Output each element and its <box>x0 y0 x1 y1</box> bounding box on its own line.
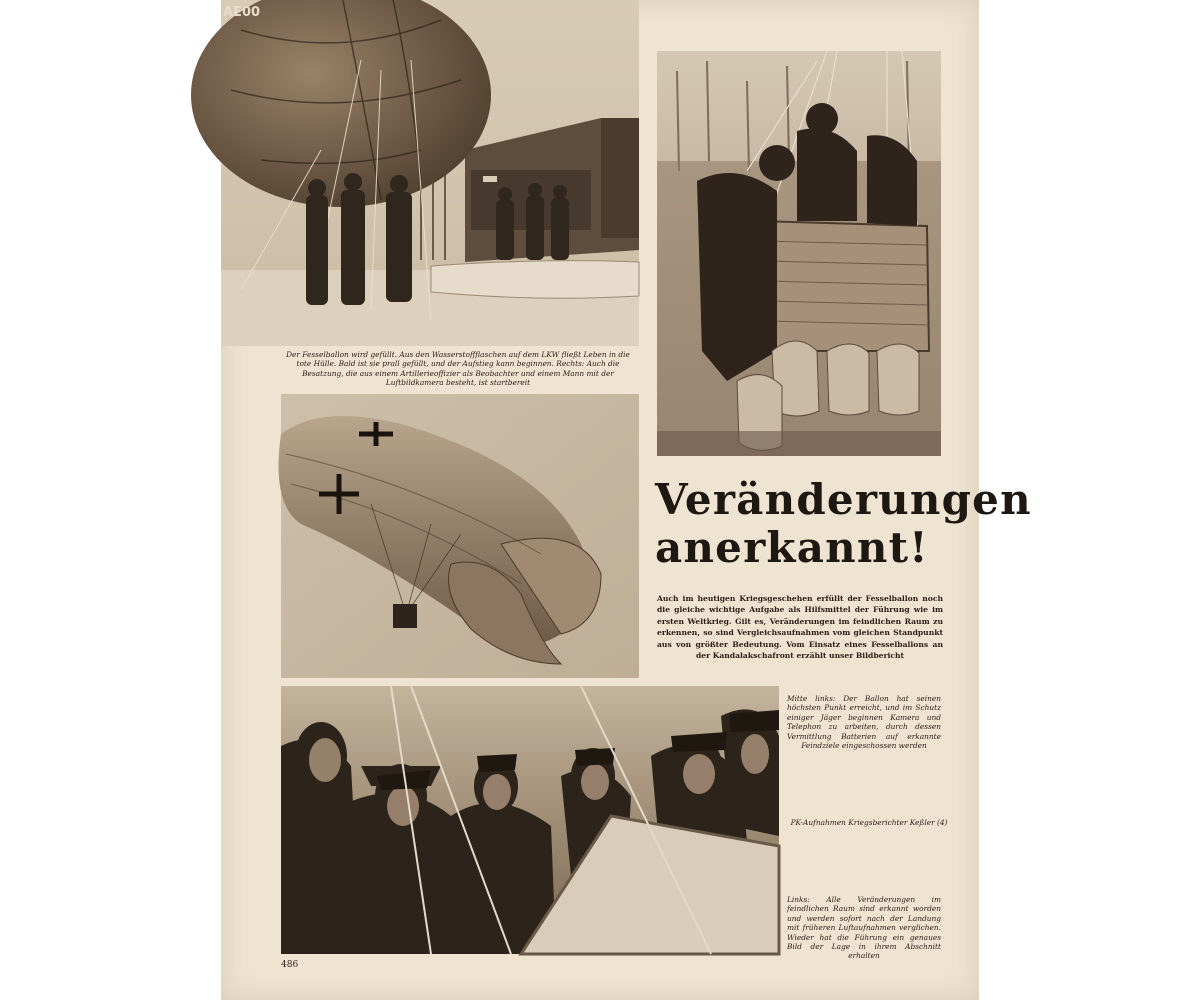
headline <box>655 475 1032 572</box>
photo-credit: PK-Aufnahmen Kriegsberichter Keßler (4) <box>790 818 948 827</box>
magazine-page <box>221 0 1032 1000</box>
page-number: 486 <box>281 960 299 970</box>
intro-text: Auch im heutigen Kriegsgeschehen erfüllt der Fesselballon noch die gleiche wichtige Aufgabe als Hilfsmittel der Führung wie im ersten Weltkrieg. Gilt es, Veränderungen im feindlichen Raum zu erkennen, so sind Vergleichsaufnahmen vom gleichen Standpunkt aus von größter Bedeutung. Vom Einsatz eines Fesselballons an der Kandalakschafront erzählt unser Bildbericht <box>657 594 943 661</box>
headline-line-1: Veränderungen <box>655 475 1032 524</box>
caption-top-left: Der Fesselballon wird gefüllt. Aus den Wasserstoffflaschen auf dem LKW fließt Leben in die tote Hülle. Bald ist sie prall gefüllt, und der Aufstieg kann beginnen. Rechts: Auch die Besatzung, die aus einem Artillerieoffizier als Beobachter und einem Mann mit der Luftbildkamera besteht, ist startbereit <box>286 350 630 388</box>
truck-marking: AE00 <box>223 5 261 20</box>
caption-bottom-left: Links: Alle Veränderungen im feindlichen Raum sind erkannt worden und werden sofort nach der Landung mit früheren Luftaufnahmen verglichen. Wieder hat die Führung ein genaues Bild der Lage in ihrem Abschnitt erhalten <box>787 895 941 961</box>
photo-soldiers-comparing <box>281 686 779 954</box>
headline-line-2: anerkannt! <box>655 523 929 572</box>
photo-balloon-crew <box>657 51 941 456</box>
photo-balloon-aloft <box>281 394 639 678</box>
photo-balloon-filling <box>221 0 639 346</box>
caption-middle-left: Mitte links: Der Ballon hat seinen höchsten Punkt erreicht, und im Schutz einiger Jäger beginnen Kamera und Telephon zu arbeiten, durch dessen Vermittlung Batterien auf erkannte Feindziele eingeschossen werden <box>787 694 941 751</box>
